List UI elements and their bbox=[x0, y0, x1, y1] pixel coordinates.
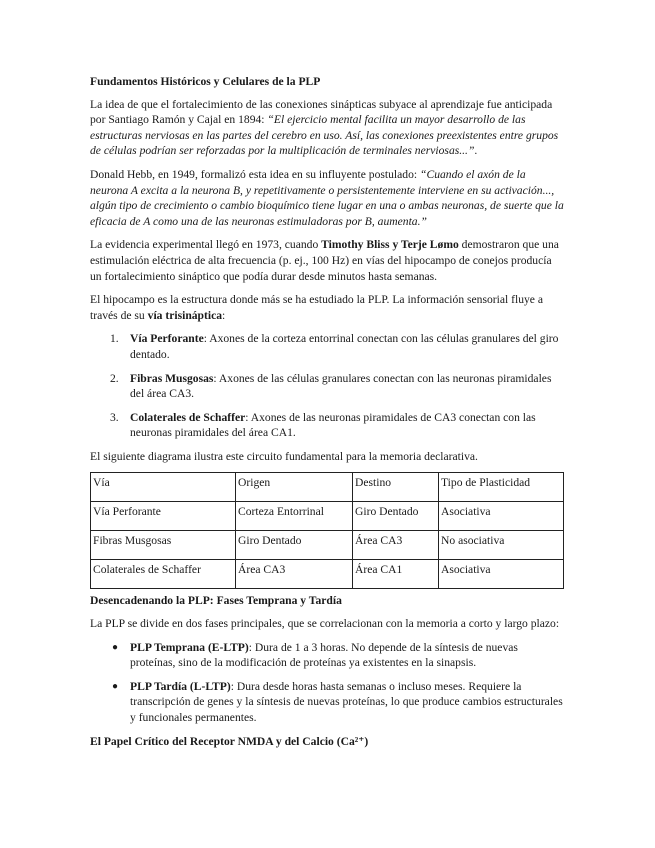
table-cell: No asociativa bbox=[439, 531, 564, 560]
list-term: PLP Temprana (E-LTP) bbox=[130, 640, 249, 654]
list-term: PLP Tardía (L-LTP) bbox=[130, 679, 231, 693]
table-cell: Giro Dentado bbox=[236, 531, 353, 560]
section-title: Fundamentos Históricos y Celulares de la PLP bbox=[90, 75, 321, 88]
bliss-lomo-names: Timothy Bliss y Terje Lømo bbox=[321, 238, 459, 252]
table-cell: Giro Dentado bbox=[353, 502, 439, 531]
phases-heading: Desencadenando la PLP: Fases Temprana y Tardía bbox=[90, 594, 342, 608]
phase-list bbox=[90, 640, 564, 726]
cajal-end: . bbox=[474, 144, 478, 158]
document-page bbox=[90, 74, 564, 756]
table-cell: Vía Perforante bbox=[91, 502, 236, 531]
table-cell: Área CA3 bbox=[353, 531, 439, 560]
table-row bbox=[91, 502, 564, 531]
hippocampus-post: : bbox=[222, 308, 226, 322]
list-desc: : Axones de la corteza entorrinal conectan con las células granulares del giro dentado. bbox=[130, 332, 559, 361]
list-number: 2. bbox=[110, 371, 119, 385]
table-cell: Área CA1 bbox=[353, 560, 439, 589]
list-item bbox=[90, 679, 564, 726]
pathway-table bbox=[90, 472, 564, 589]
nmda-heading: El Papel Crítico del Receptor NMDA y del Calcio (Ca²⁺) bbox=[90, 734, 369, 748]
list-item bbox=[90, 331, 564, 362]
table-header-cell: Destino bbox=[353, 473, 439, 502]
table-row bbox=[91, 560, 564, 589]
bullet-icon: ● bbox=[112, 680, 119, 692]
list-term: Fibras Musgosas bbox=[130, 371, 214, 385]
cajal-quote: “El ejercicio mental facilita un mayor desarrollo de las estructuras nerviosas en las partes del cerebro en uso. Así, las conexiones preexistentes entre grupos de células podrían ser reforzadas por la multiplicación de terminales nerviosas...” bbox=[90, 113, 559, 158]
cajal-text: La idea de que el fortalecimiento de las conexiones sinápticas subyace al aprendizaje fue anticipada por Santiago Ramón y Cajal en 1894: bbox=[90, 97, 553, 127]
paragraph-phases: La PLP se divide en dos fases principales, que se correlacionan con la memoria a corto y largo plazo: bbox=[90, 617, 560, 631]
list-term: Colaterales de Schaffer bbox=[130, 410, 246, 424]
pathway-list bbox=[90, 331, 564, 441]
list-desc: : Dura de 1 a 3 horas. No depende de la síntesis de nuevas proteínas, sino de la modificación de proteínas ya existentes en la sinapsis. bbox=[130, 640, 518, 670]
list-item bbox=[90, 371, 564, 402]
table-header-cell: Vía bbox=[91, 473, 236, 502]
list-number: 3. bbox=[110, 410, 119, 424]
paragraph-bliss-lomo bbox=[90, 237, 564, 284]
table-cell: Asociativa bbox=[439, 502, 564, 531]
paragraph-diagram-intro: El siguiente diagrama ilustra este circuito fundamental para la memoria declarativa. bbox=[90, 449, 478, 463]
list-desc: : Axones de las neuronas piramidales de CA3 conectan con las neuronas piramidales del área CA1. bbox=[130, 410, 536, 440]
trisynaptic-term: vía trisináptica bbox=[147, 308, 223, 322]
table-row bbox=[91, 531, 564, 560]
paragraph-cajal bbox=[90, 97, 564, 159]
table-cell: Área CA3 bbox=[236, 560, 353, 589]
table-cell: Corteza Entorrinal bbox=[236, 502, 353, 531]
bliss-pre: La evidencia experimental llegó en 1973, cuando bbox=[90, 238, 322, 252]
list-term: Vía Perforante bbox=[130, 332, 204, 346]
paragraph-hippocampus bbox=[90, 292, 564, 323]
paragraph-hebb bbox=[90, 167, 564, 229]
list-desc: : Axones de las células granulares conectan con las neuronas piramidales del área CA3. bbox=[130, 371, 552, 401]
list-desc: : Dura desde horas hasta semanas o incluso meses. Requiere la transcripción de genes y la síntesis de nuevas proteínas, lo que produce cambios estructurales y funcionales permanentes. bbox=[130, 679, 563, 725]
table-cell: Fibras Musgosas bbox=[91, 531, 236, 560]
hebb-quote: “Cuando el axón de la neurona A excita a la neurona B, y repetitivamente o persistentemente interviene en su activación..., algún tipo de crecimiento o cambio bioquímico tiene lugar en una o ambas neuronas, de suerte que la eficacia de A como una de las neuronas estimuladoras por B, aumenta.” bbox=[90, 167, 564, 228]
bullet-icon: ● bbox=[112, 641, 119, 653]
table-header-cell: Origen bbox=[236, 473, 353, 502]
list-item bbox=[90, 410, 564, 441]
table-header-row bbox=[91, 473, 564, 502]
list-item bbox=[90, 640, 564, 671]
bliss-post: demostraron que una estimulación eléctrica de alta frecuencia (p. ej., 100 Hz) en vías del hipocampo de conejos producía un fortalecimiento sináptico que podía durar desde minutos hasta semanas. bbox=[90, 238, 559, 283]
hebb-text: Donald Hebb, en 1949, formalizó esta idea en su influyente postulado: bbox=[90, 167, 421, 181]
table-cell: Colaterales de Schaffer bbox=[91, 560, 236, 589]
list-number: 1. bbox=[110, 332, 119, 346]
table-cell: Asociativa bbox=[439, 560, 564, 589]
table-header-cell: Tipo de Plasticidad bbox=[439, 473, 564, 502]
hippocampus-pre: El hipocampo es la estructura donde más se ha estudiado la PLP. La información sensorial fluye a través de su bbox=[90, 293, 543, 322]
